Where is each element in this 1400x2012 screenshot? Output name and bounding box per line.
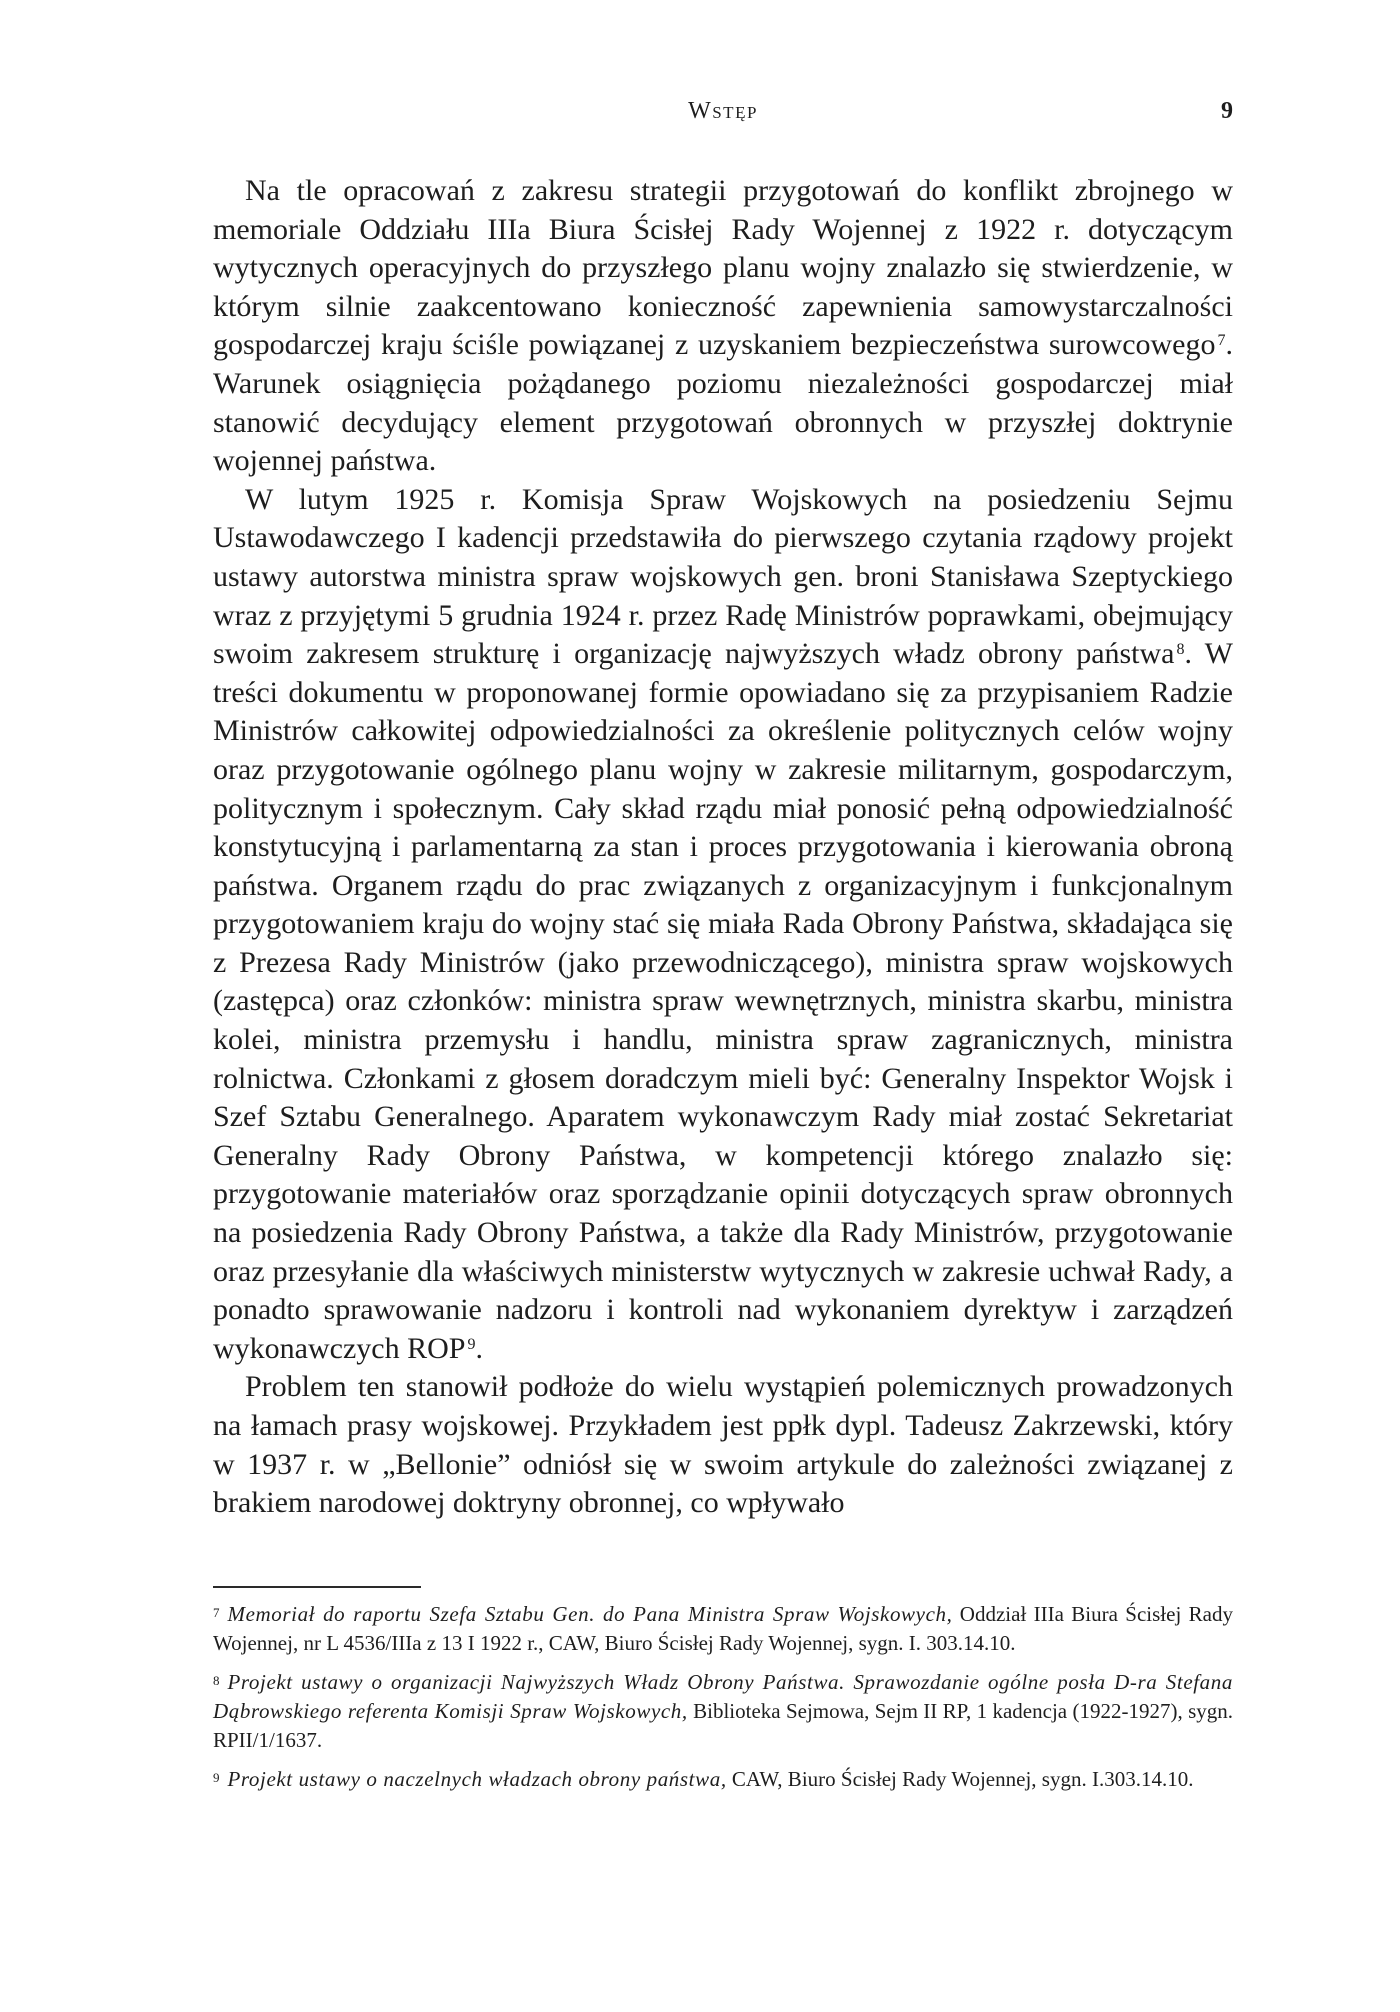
- footnote-8: [213, 1668, 1233, 1755]
- paragraph-text: Problem ten stanowił podłoże do wielu wystąpień polemicznych prowadzonych na łamach prasy wojskowej. Przykładem jest ppłk dypl. Tadeusz Zakrzewski, który w 1937 r. w „Bellonie” odniósł się w swoim artykule do zależności związanej z brakiem narodowej doktryny obronnej, co wpływało: [213, 1370, 1233, 1520]
- page-number: 9: [1221, 98, 1233, 124]
- footnote-separator: [213, 1586, 421, 1588]
- footnote-9: [213, 1765, 1233, 1794]
- running-head: Wstęp: [688, 98, 758, 124]
- footnote-reference-8[interactable]: 8: [1176, 641, 1185, 659]
- page-header: [213, 98, 1233, 138]
- footnote-7: [213, 1600, 1233, 1658]
- paragraph-text: W lutym 1925 r. Komisja Spraw Wojskowych na posiedzeniu Sejmu Ustawodawczego I kadencji przedstawiła do pierwszego czytania rządowy projekt ustawy autorstwa ministra spraw wojskowych gen. broni Stanisława Szeptyckiego wraz z przyjętymi 5 grudnia 1924 r. przez Radę Ministrów poprawkami, obejmujący swoim zakresem strukturę i organizację najwyższych władz obrony państwa: [213, 482, 1233, 671]
- paragraph-text-end: .: [475, 1331, 483, 1365]
- footnote-title: Projekt ustawy o organizacji Najwyższych Władz Obrony Państwa. Sprawozdanie ogólne posła D-ra Stefana Dąbrowskiego referenta Komisji Spraw Wojskowych,: [213, 1670, 1233, 1723]
- paragraph-text: Na tle opracowań z zakresu strategii przygotowań do konflikt zbrojnego w memoriale Oddziału IIIa Biura Ścisłej Rady Wojennej z 1922 r. dotyczącym wytycznych operacyjnych do przyszłego planu wojny znalazło się stwierdzenie, w którym silnie zaakcentowano konieczność zapewnienia samowystarczalności gospodarczej kraju ściśle powiązanej z uzyskaniem bezpieczeństwa surowcowego: [213, 174, 1233, 362]
- footnote-reference-9[interactable]: 9: [467, 1335, 476, 1353]
- paragraph-3: [213, 1368, 1233, 1522]
- footnote-text: CAW, Biuro Ścisłej Rady Wojennej, sygn. I.303.14.10.: [726, 1767, 1194, 1791]
- paragraph-text-continued: . W treści dokumentu w proponowanej formie opowiadano się za przypisaniem Radzie Ministrów całkowitej odpowiedzialności za określenie politycznych celów wojny oraz przygotowanie ogólnego planu wojny w zakresie militarnym, gospodarczym, politycznym i społecznym. Cały skład rządu miał ponosić pełną odpowiedzialność konstytucyjną i parlamentarną za stan i proces przygotowania i kierowania obroną państwa. Organem rządu do prac związanych z organizacyjnym i funkcjonalnym przygotowaniem kraju do wojny stać się miała Rada Obrony Państwa, składająca się z Prezesa Rady Ministrów (jako przewodniczącego), ministra spraw wojskowych (zastępca) oraz członków: ministra spraw wewnętrznych, ministra skarbu, ministra kolei, ministra przemysłu i handlu, ministra spraw zagranicznych, ministra rolnictwa. Członkami z głosem doradczym mieli być: Generalny Inspektor Wojsk i Szef Sztabu Generalnego. Aparatem wykonawczym Rady miał zostać Sekretariat Generalny Rady Obrony Państwa, w kompetencji którego znalazło się: przygotowanie materiałów oraz sporządzanie opinii dotyczących spraw obronnych na posiedzenia Rady Obrony Państwa, a także dla Rady Ministrów, przygotowanie oraz przesyłanie dla właściwych ministerstw wytycznych w zakresie uchwał Rady, a ponadto sprawowanie nadzoru i kontroli nad wykonaniem dyrektyw i zarządzeń wykonawczych ROP: [213, 637, 1233, 1365]
- footnote-reference-7[interactable]: 7: [1217, 332, 1226, 350]
- body-text: [213, 172, 1233, 1523]
- footnote-number: 9: [213, 1770, 220, 1785]
- footnote-text: Oddział IIIa Biura Ścisłej Rady Wojennej, nr L 4536/IIIa z 13 I 1922 r., CAW, Biuro Ścisłej Rady Wojennej, sygn. I. 303.14.10.: [213, 1602, 1233, 1655]
- paragraph-1: [213, 172, 1233, 481]
- footnote-title: Projekt ustawy o naczelnych władzach obrony państwa,: [227, 1767, 727, 1791]
- footnote-text: Biblioteka Sejmowa, Sejm II RP, 1 kadencja (1922-1927), sygn. RPII/1/1637.: [213, 1699, 1233, 1752]
- footnote-number: 8: [213, 1673, 220, 1688]
- footnotes: [213, 1600, 1233, 1804]
- paragraph-2: [213, 481, 1233, 1369]
- paragraph-text-continued: . Warunek osiągnięcia pożądanego poziomu niezależności gospodarczej miał stanowić decydujący element przygotowań obronnych w przyszłej doktrynie wojennej państwa.: [213, 328, 1233, 478]
- footnote-number: 7: [213, 1605, 220, 1620]
- footnote-title: Memoriał do raportu Szefa Sztabu Gen. do Pana Ministra Spraw Wojskowych,: [227, 1602, 953, 1626]
